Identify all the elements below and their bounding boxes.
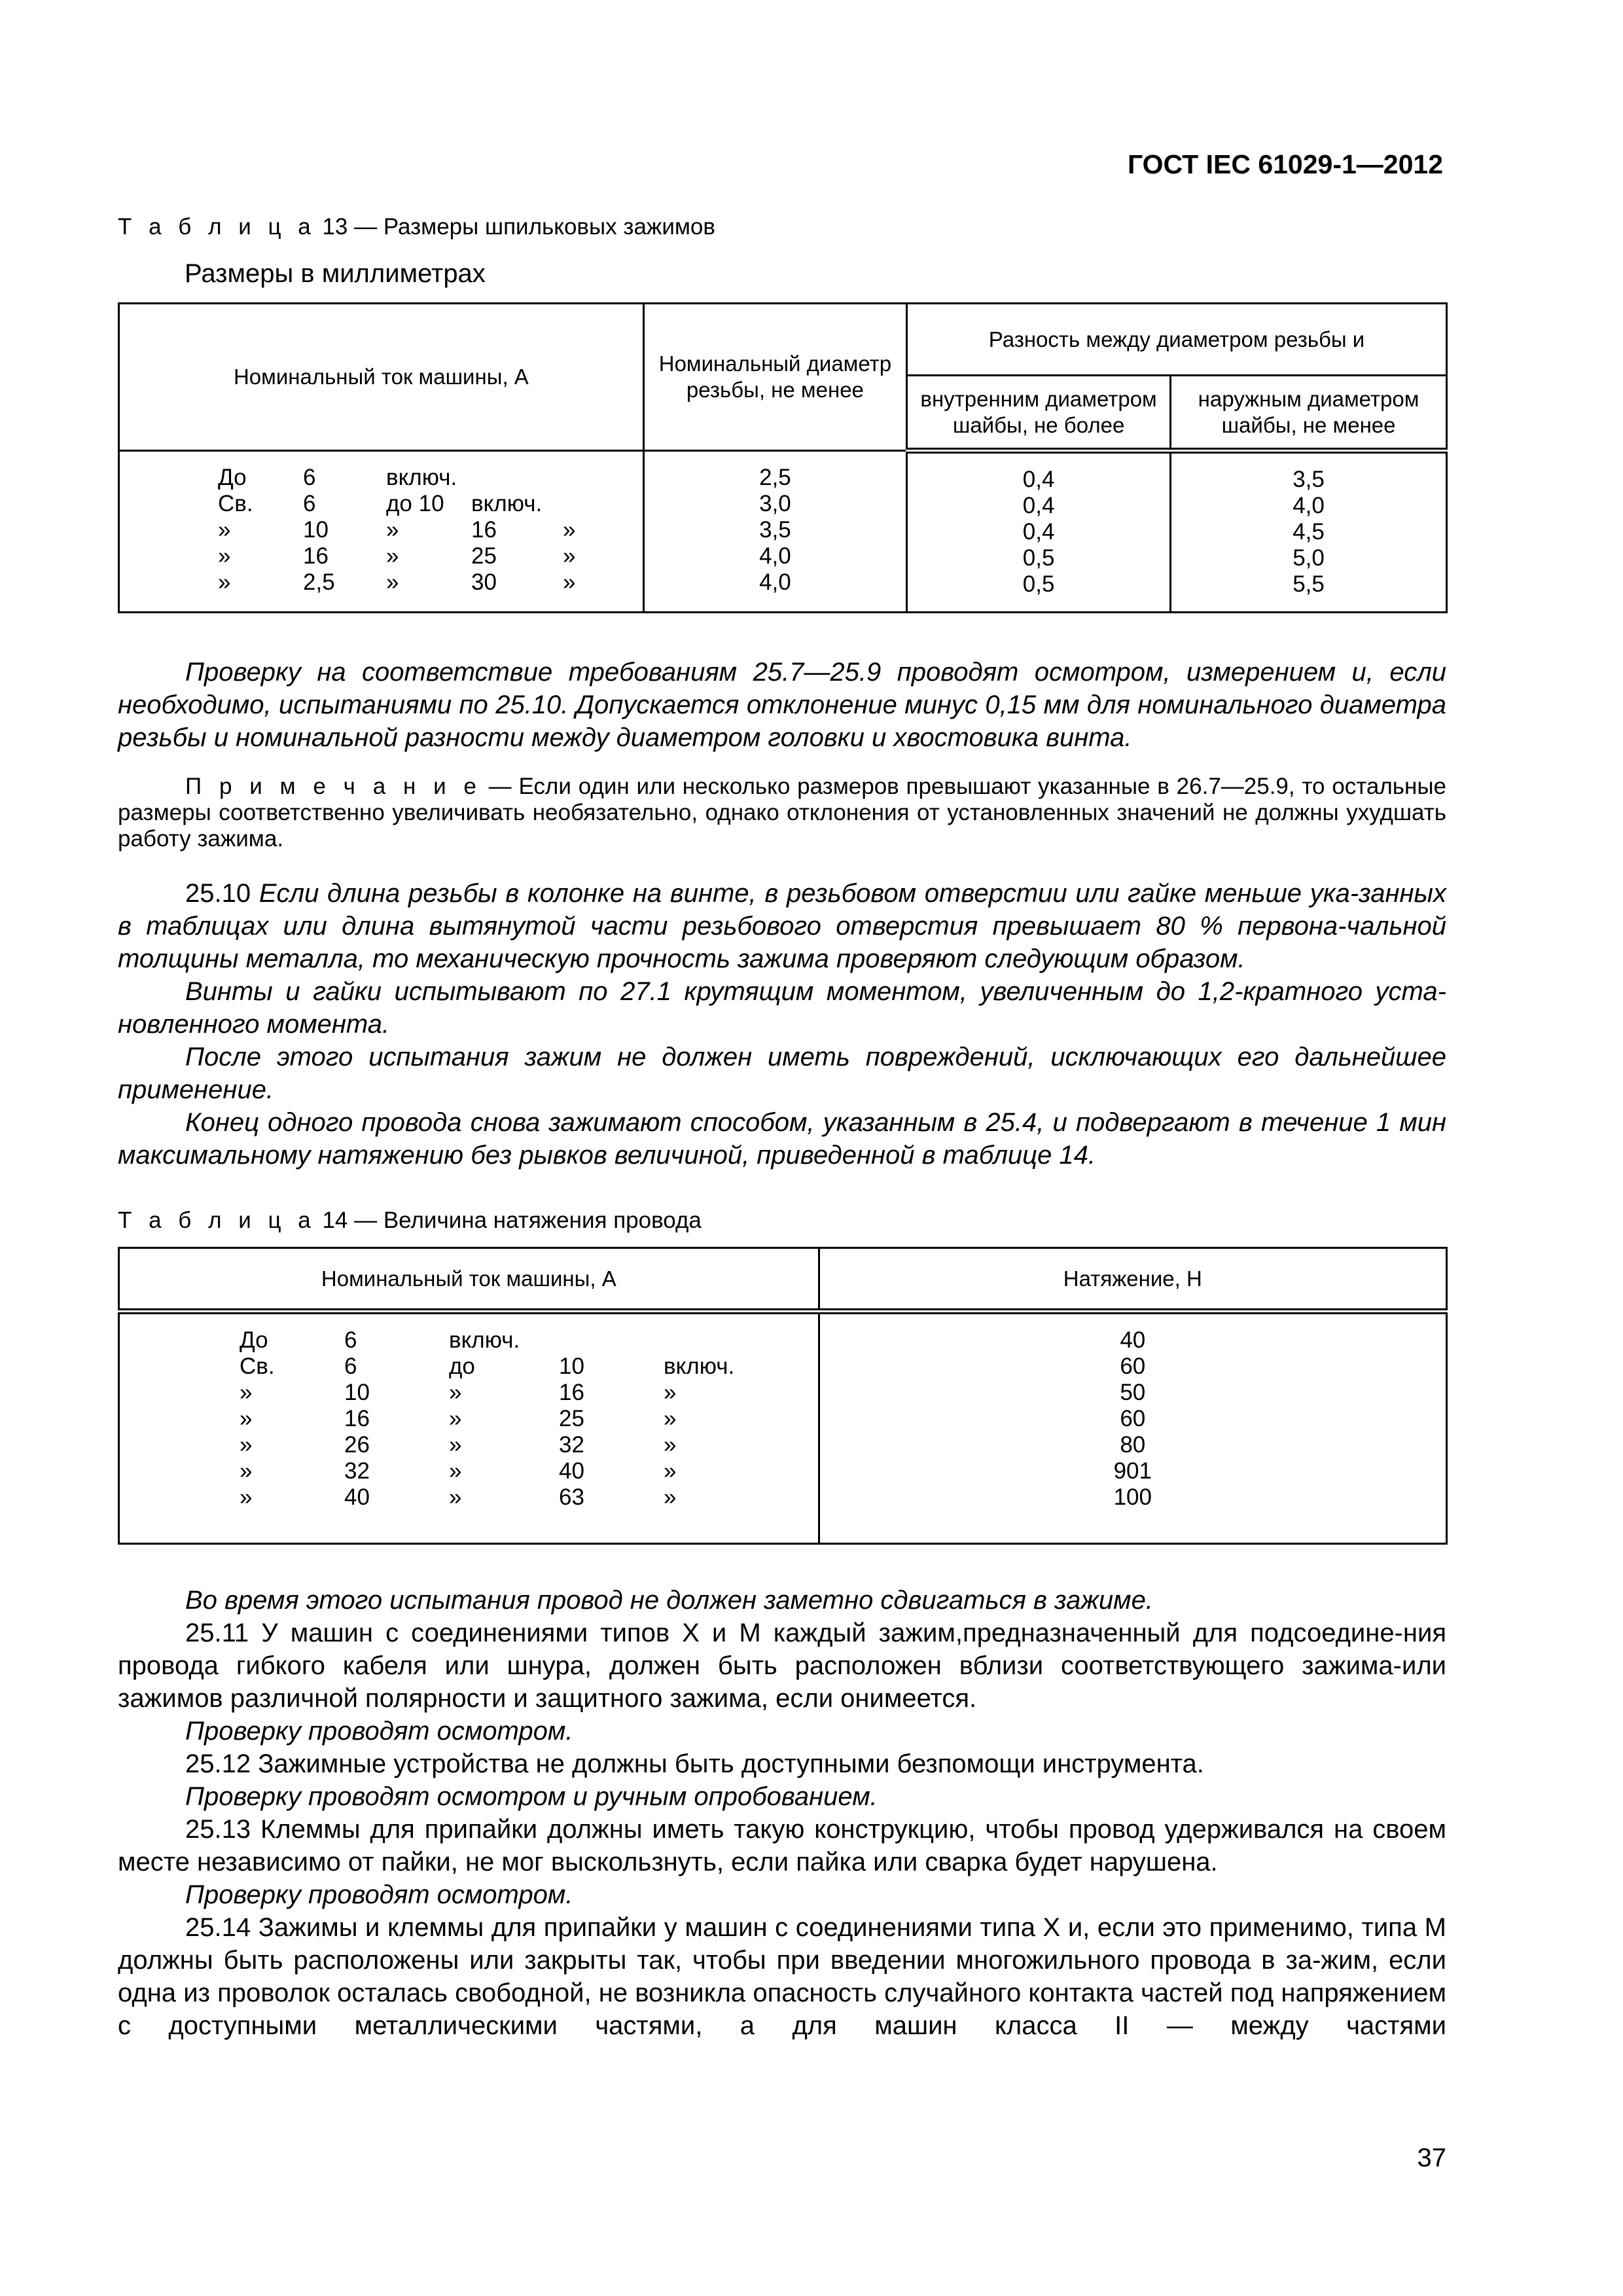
note-text: — Если один или несколько размеров превышают указанные в 26.7—25.9, то остальные размеры соответственно увеличивать необязательно, однако отклонения от установленных значений не должны ухудшать работу зажима. — [118, 774, 1446, 852]
t14-r2-b: 6 — [344, 1354, 357, 1379]
t13-r4-inner: 0,5 — [1022, 545, 1055, 571]
table13-head-outer: наружным диаметром шайбы, не менее — [1171, 376, 1447, 451]
t13-r2-inner: 0,4 — [1022, 493, 1055, 518]
note-block — [118, 774, 1446, 852]
table14 — [118, 1247, 1448, 1545]
clause-25-10-text: Если длина резьбы в колонке на винте, в резьбовом отверстии или гайке меньше ука-занных в таблицах или длина вытянутой части резьбового отверстия превышает 80 % первона-чальной толщины металла, то механическую прочность зажима проверяют следующим образом. — [118, 879, 1446, 973]
t13-r5-outer: 5,5 — [1293, 571, 1325, 597]
paragraph-check-conformity: Проверку на соответствие требованиям 25.7—25.9 проводят осмотром, измерением и, если необходимо, испытаниями по 25.10. Допускается отклонение минус 0,15 мм для номинального диаметра резьбы и номинальной разности между диаметром головки и хвостовика винта. — [118, 658, 1446, 752]
t14-r2-d: 10 — [559, 1354, 584, 1379]
t13-r5-a: » — [218, 569, 231, 595]
t13-r2-d: включ. — [471, 491, 543, 516]
t13-r4-diameter: 4,0 — [759, 543, 791, 569]
t13-r3-c: » — [386, 517, 399, 543]
table13-inner-cell — [907, 451, 1171, 613]
t14-r6-b: 32 — [344, 1458, 370, 1484]
table13-head-current: Номинальный ток машины, А — [119, 304, 644, 451]
table13-head-inner: внутренним диаметром шайбы, не более — [907, 376, 1171, 451]
t14-r1-c: включ. — [449, 1327, 520, 1353]
t13-r2-e — [563, 491, 615, 517]
t13-r3-d: 16 — [471, 517, 497, 543]
t14-r3-c: » — [449, 1380, 462, 1405]
t14-r1-a: До — [240, 1327, 268, 1353]
paragraph-during-test: Во время этого испытания провод не должен заметно сдвигаться в зажиме. — [185, 1586, 1153, 1615]
t13-r1-e — [563, 465, 615, 491]
table13-head-diameter: Номинальный диаметр резьбы, не менее — [643, 304, 906, 451]
t13-r1-outer: 3,5 — [1293, 467, 1325, 492]
table14-caption-text: 14 — Величина натяжения провода — [315, 1208, 702, 1233]
t14-r4-e: » — [664, 1406, 677, 1431]
t14-r7-a: » — [240, 1484, 253, 1510]
table14-current-cell — [119, 1312, 819, 1544]
clause-25-13: 25.13 Клеммы для припайки должны иметь такую конструкцию, чтобы провод удерживался на своем месте независимо от пайки, не мог выскользнуть, если пайка или сварка будет нарушена. — [118, 1815, 1446, 1876]
t14-r1-e — [664, 1327, 742, 1354]
table13-current-grid — [120, 465, 643, 596]
clause-25-10 — [118, 877, 1446, 975]
t14-r1-tension: 40 — [1120, 1327, 1146, 1353]
t14-r3-e: » — [664, 1380, 677, 1405]
table13-head-group: Разность между диаметром резьбы и — [907, 304, 1447, 376]
t14-r5-tension: 80 — [1120, 1432, 1146, 1458]
t13-r5-d: 30 — [471, 569, 497, 595]
paragraph-after-test: После этого испытания зажим не должен иметь повреждений, исключающих его дальнейшее применение. — [118, 1043, 1446, 1104]
t14-r3-tension: 50 — [1120, 1380, 1146, 1405]
t14-r5-e: » — [664, 1432, 677, 1458]
t14-r6-e: » — [664, 1458, 677, 1484]
clause-25-12: 25.12 Зажимные устройства не должны быть доступными безпомощи инструмента. — [185, 1749, 1204, 1778]
table14-tension-cell — [819, 1312, 1446, 1544]
t13-r4-d: 25 — [471, 543, 497, 569]
t13-r1-diameter: 2,5 — [759, 465, 791, 490]
t14-r4-a: » — [240, 1406, 253, 1431]
t13-r5-diameter: 4,0 — [759, 569, 791, 595]
table13-caption-prefix: Т а б л и ц а — [118, 214, 316, 240]
table13-caption-text: 13 — Размеры шпильковых зажимов — [315, 214, 715, 240]
t13-r1-d — [471, 465, 563, 491]
t13-r4-b: 16 — [303, 543, 329, 569]
t14-r7-c: » — [449, 1484, 462, 1510]
t14-r7-e: » — [664, 1484, 677, 1510]
t13-r3-a: » — [218, 517, 231, 543]
t14-r5-b: 26 — [344, 1432, 370, 1458]
t13-r3-diameter: 3,5 — [759, 517, 791, 543]
t14-r4-tension: 60 — [1120, 1406, 1146, 1431]
t13-r1-b: 6 — [303, 465, 316, 490]
t14-r3-d: 16 — [559, 1380, 584, 1405]
t14-r5-c: » — [449, 1432, 462, 1458]
page-number: 37 — [1417, 2144, 1446, 2172]
t14-r2-a: Св. — [240, 1354, 275, 1379]
paragraph-check-3: Проверку проводят осмотром. — [185, 1880, 573, 1909]
t13-r5-c: » — [386, 569, 399, 595]
standard-designation: ГОСТ IEC 61029-1—2012 — [1127, 149, 1443, 179]
table13-diameter-cell — [643, 451, 906, 613]
t14-r4-b: 16 — [344, 1406, 370, 1431]
t14-r7-tension: 100 — [1113, 1484, 1152, 1510]
t13-r3-b: 10 — [303, 517, 329, 543]
t14-r4-d: 25 — [559, 1406, 584, 1431]
table14-caption — [118, 1208, 702, 1234]
table14-current-grid — [120, 1327, 818, 1511]
t13-r4-e: » — [563, 543, 576, 569]
note-label: П р и м е ч а н и е — [185, 774, 482, 799]
t14-r3-b: 10 — [344, 1380, 370, 1405]
t14-r3-a: » — [240, 1380, 253, 1405]
paragraph-wire-end: Конец одного провода снова зажимают способом, указанным в 25.4, и подвергают в течение 1 мин максимальному натяжению без рывков величиной, приведенной в таблице 14. — [118, 1108, 1446, 1170]
t13-r5-inner: 0,5 — [1022, 571, 1055, 597]
t13-r2-a: Св. — [218, 491, 253, 516]
t13-r3-outer: 4,5 — [1293, 519, 1325, 545]
paragraph-check-1: Проверку проводят осмотром. — [185, 1717, 573, 1746]
t14-r7-b: 40 — [344, 1484, 370, 1510]
t14-r6-tension: 901 — [1113, 1458, 1152, 1484]
t13-r4-a: » — [218, 543, 231, 569]
t13-r2-b: 6 — [303, 491, 316, 516]
table14-head-tension: Натяжение, Н — [819, 1248, 1446, 1312]
t14-r4-c: » — [449, 1406, 462, 1431]
clause-25-11: 25.11 У машин с соединениями типов X и M каждый зажим,предназначенный для подсоедине-ния провода гибкого кабеля или шнура, должен быть расположен вблизи соответствующего зажима-или зажимов различной полярности и защитного зажима, если онимеется. — [118, 1619, 1446, 1713]
t13-r2-c: до 10 — [386, 491, 444, 516]
t13-r4-c: » — [386, 543, 399, 569]
t14-r1-d — [559, 1327, 664, 1354]
t13-r1-a: До — [218, 465, 247, 490]
t14-r2-e: включ. — [664, 1354, 735, 1379]
t14-r6-c: » — [449, 1458, 462, 1484]
table13-units: Размеры в миллиметрах — [185, 259, 486, 288]
t14-r2-c: до — [449, 1354, 475, 1379]
t14-r2-tension: 60 — [1120, 1354, 1146, 1379]
table13 — [118, 302, 1448, 613]
t13-r4-outer: 5,0 — [1293, 545, 1325, 571]
t14-r5-a: » — [240, 1432, 253, 1458]
clause-25-10-number: 25.10 — [185, 879, 251, 908]
t14-r7-d: 63 — [559, 1484, 584, 1510]
t13-r3-inner: 0,4 — [1022, 519, 1055, 545]
table14-head-current: Номинальный ток машины, А — [119, 1248, 819, 1312]
t13-r1-inner: 0,4 — [1022, 467, 1055, 492]
t14-r6-d: 40 — [559, 1458, 584, 1484]
t14-r5-d: 32 — [559, 1432, 584, 1458]
t14-r1-b: 6 — [344, 1327, 357, 1353]
table13-caption — [118, 214, 715, 240]
t13-r2-diameter: 3,0 — [759, 491, 791, 516]
paragraph-screws-torque: Винты и гайки испытывают по 27.1 крутящим моментом, увеличенным до 1,2-кратного уста-новленного момента. — [118, 977, 1446, 1039]
table14-caption-prefix: Т а б л и ц а — [118, 1208, 316, 1233]
t13-r1-c: включ. — [386, 465, 457, 490]
t13-r2-outer: 4,0 — [1293, 493, 1325, 518]
paragraph-check-2: Проверку проводят осмотром и ручным опробованием. — [185, 1782, 878, 1811]
t13-r5-b: 2,5 — [303, 569, 335, 595]
t13-r3-e: » — [563, 517, 576, 543]
t13-r5-e: » — [563, 569, 576, 595]
t14-r6-a: » — [240, 1458, 253, 1484]
table13-outer-cell — [1171, 451, 1447, 613]
clause-25-14: 25.14 Зажимы и клеммы для припайки у машин с соединениями типа X и, если это применимо, типа M должны быть расположены или закрыты так, чтобы при введении многожильного провода в за-жим, если одна из проволок осталась свободной, не возникла опасность случайного контакта частей под напряжением с доступными металлическими частями, а для машин класса II — между частями — [118, 1913, 1446, 2040]
table13-current-cell — [119, 451, 644, 613]
